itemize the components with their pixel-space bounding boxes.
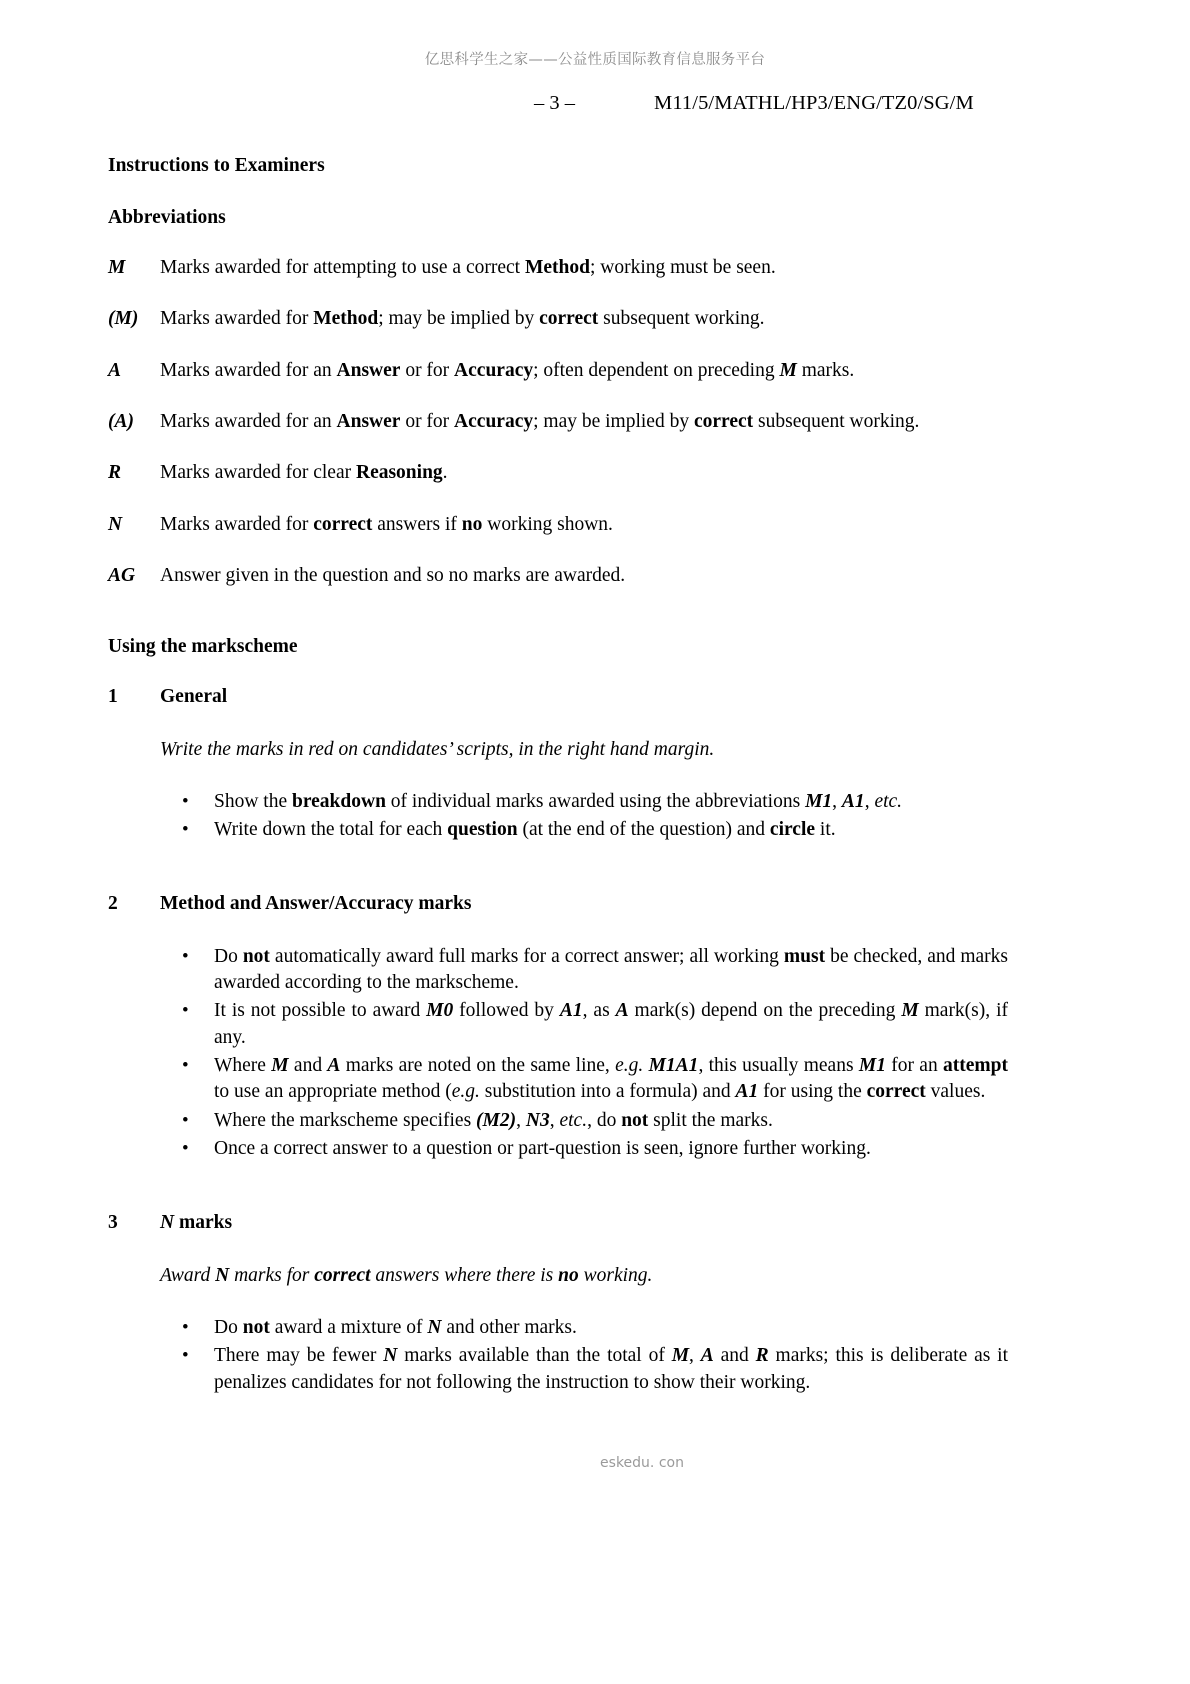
- text-fragment: mark(s) depend on the preceding: [628, 1000, 902, 1022]
- text-fragment: Method: [524, 257, 590, 278]
- bullet-item: [160, 817, 1008, 843]
- instructions-to-examiners-title: Instructions to Examiners: [108, 155, 325, 176]
- section-bullet-list: [160, 789, 1008, 844]
- abbreviation-key: AG: [108, 564, 136, 586]
- bullet-item: [160, 944, 1008, 997]
- text-fragment: Accuracy: [454, 410, 534, 432]
- text-fragment: A1: [841, 790, 865, 812]
- text-fragment: ,: [864, 790, 875, 812]
- text-fragment: ; working must be seen.: [589, 257, 776, 278]
- text-fragment: ,: [549, 1109, 560, 1131]
- text-fragment: General: [160, 686, 228, 708]
- text-fragment: N3: [525, 1109, 550, 1131]
- text-fragment: etc.: [874, 790, 903, 812]
- text-fragment: Method and Answer/Accuracy marks: [160, 893, 472, 915]
- text-fragment: of individual marks awarded using the abbreviations: [385, 790, 806, 812]
- text-fragment: etc.: [559, 1109, 588, 1131]
- abbreviation-key: A: [108, 359, 122, 381]
- text-fragment: it.: [815, 819, 836, 841]
- text-fragment: N: [427, 1316, 442, 1338]
- text-fragment: ,: [516, 1109, 526, 1131]
- text-fragment: marks: [174, 1212, 233, 1234]
- text-fragment: correct: [693, 410, 754, 432]
- text-fragment: ,: [832, 790, 842, 812]
- document-body: [108, 155, 1008, 1398]
- abbreviation-key: R: [108, 462, 122, 484]
- text-fragment: correct: [866, 1081, 926, 1103]
- section-bullet-list: [160, 1315, 1008, 1396]
- numbered-section-heading: [108, 1210, 1008, 1236]
- using-markscheme-title: Using the markscheme: [108, 636, 298, 658]
- text-fragment: and other marks.: [441, 1316, 577, 1338]
- bullet-item: [160, 1053, 1008, 1106]
- text-fragment: ,: [689, 1345, 701, 1367]
- text-fragment: M1A1: [648, 1055, 699, 1076]
- text-fragment: substitution into a formula) and: [479, 1081, 736, 1103]
- page-number: – 3 –: [534, 92, 575, 114]
- abbreviation-description: [160, 512, 1008, 538]
- text-fragment: and: [288, 1055, 328, 1076]
- text-fragment: subsequent working.: [598, 308, 765, 330]
- bullet-item: [160, 1315, 1008, 1341]
- text-fragment: working shown.: [482, 513, 613, 535]
- text-fragment: Marks awarded for clear: [160, 462, 356, 484]
- text-fragment: marks; this is deliberate as it penalizes candidates for not following the instruction to show their working.: [214, 1345, 1009, 1393]
- section-heading-text: [160, 1210, 232, 1236]
- bottom-watermark: [0, 1455, 1190, 1471]
- abbreviation-row: [108, 409, 1008, 435]
- text-fragment: Once a correct answer to a question or part-question is seen, ignore further working.: [214, 1137, 871, 1159]
- text-fragment: no: [461, 513, 483, 535]
- text-fragment: Accuracy: [454, 359, 534, 381]
- text-fragment: (M2): [476, 1109, 517, 1131]
- text-fragment: no: [558, 1264, 579, 1286]
- abbreviation-row: [108, 512, 1008, 538]
- text-fragment: Marks awarded for an: [160, 359, 337, 381]
- section-intro-text: [160, 737, 1008, 763]
- text-fragment: breakdown: [292, 790, 386, 812]
- text-fragment: M1: [805, 790, 833, 812]
- text-fragment: Method: [313, 308, 379, 330]
- text-fragment: , this usually means: [698, 1055, 859, 1076]
- numbered-section-heading: [108, 891, 1008, 917]
- abbreviation-key: M: [108, 257, 126, 278]
- abbreviation-row: [108, 358, 1008, 384]
- abbreviation-key: (A): [108, 410, 134, 432]
- top-watermark: 亿思科学生之家——公益性质国际教育信息服务平台: [424, 52, 766, 68]
- text-fragment: followed by: [453, 1000, 560, 1022]
- text-fragment: to use an appropriate method (: [214, 1081, 452, 1103]
- text-fragment: values.: [925, 1081, 986, 1103]
- abbreviation-description: [160, 306, 1008, 332]
- numbered-section-heading: [108, 684, 1008, 710]
- numbered-sections: [108, 684, 1008, 1396]
- text-fragment: Marks awarded for attempting to use a correct: [160, 257, 525, 278]
- text-fragment: not: [621, 1109, 649, 1131]
- bottom-watermark-text: eskedu. con: [600, 1455, 684, 1471]
- numbered-section: [108, 1210, 1008, 1396]
- abbreviation-row: [108, 460, 1008, 486]
- abbreviations-title: Abbreviations: [108, 207, 226, 228]
- text-fragment: for using the: [758, 1081, 867, 1103]
- text-fragment: question: [447, 819, 518, 841]
- abbreviation-row: [108, 563, 1008, 589]
- section-heading-text: [160, 684, 227, 710]
- text-fragment: Marks awarded for: [160, 513, 314, 535]
- text-fragment: ; may be implied by: [378, 308, 540, 330]
- text-fragment: Where the markscheme specifies: [214, 1109, 477, 1131]
- text-fragment: (at the end of the question) and: [517, 819, 770, 841]
- text-fragment: M: [779, 359, 797, 381]
- bullet-item: [160, 789, 1008, 815]
- text-fragment: M: [271, 1055, 289, 1076]
- text-fragment: Do: [214, 945, 243, 967]
- text-fragment: correct: [313, 513, 373, 535]
- text-fragment: e.g.: [451, 1081, 480, 1103]
- text-fragment: A: [615, 1000, 629, 1022]
- abbreviation-description: [160, 409, 1008, 435]
- abbreviation-row: [108, 306, 1008, 332]
- text-fragment: A: [700, 1345, 714, 1367]
- section-heading-text: [160, 891, 471, 917]
- text-fragment: Write down the total for each: [214, 819, 448, 841]
- text-fragment: Answer: [336, 359, 401, 381]
- section-intro-text: [160, 1263, 1008, 1289]
- abbreviation-description: [160, 358, 1008, 384]
- abbreviation-key: (M): [108, 308, 139, 330]
- section-number: 3: [108, 1212, 118, 1234]
- text-fragment: Answer: [336, 410, 401, 432]
- text-fragment: award a mixture of: [269, 1316, 428, 1338]
- text-fragment: correct: [539, 308, 599, 330]
- text-fragment: Do: [214, 1316, 243, 1338]
- text-fragment: automatically award full marks for a correct answer; all working: [269, 945, 784, 967]
- text-fragment: not: [242, 1316, 270, 1338]
- text-fragment: M0: [426, 1000, 454, 1022]
- text-fragment: A1: [735, 1081, 759, 1103]
- text-fragment: M1: [858, 1055, 886, 1076]
- section-number: 1: [108, 686, 118, 708]
- text-fragment: answers if: [372, 513, 462, 535]
- abbreviation-description: [160, 460, 1008, 486]
- text-fragment: N: [160, 1212, 175, 1234]
- text-fragment: N: [383, 1345, 398, 1367]
- text-fragment: A: [327, 1055, 341, 1076]
- numbered-section: [108, 891, 1008, 1162]
- text-fragment: answers where there is: [370, 1264, 559, 1286]
- text-fragment: Where: [214, 1055, 272, 1076]
- numbered-section: [108, 684, 1008, 843]
- text-fragment: It is not possible to award: [214, 1000, 427, 1022]
- text-fragment: or for: [400, 410, 455, 432]
- bullet-item: [160, 1343, 1008, 1396]
- text-fragment: Answer given in the question and so no marks are awarded.: [160, 564, 626, 586]
- text-fragment: not: [242, 945, 270, 967]
- text-fragment: working.: [578, 1264, 653, 1286]
- text-fragment: and: [713, 1345, 756, 1367]
- bullet-item: [160, 1108, 1008, 1134]
- text-fragment: There may be fewer: [214, 1345, 384, 1367]
- text-fragment: Marks awarded for an: [160, 410, 337, 432]
- text-fragment: be checked, and marks awarded according to the markscheme.: [214, 945, 1008, 994]
- text-fragment: must: [783, 945, 826, 967]
- text-fragment: A1: [559, 1000, 583, 1022]
- section-bullet-list: [160, 944, 1008, 1163]
- text-fragment: N: [215, 1264, 230, 1286]
- text-fragment: ; often dependent on preceding: [533, 359, 780, 381]
- text-fragment: marks.: [796, 359, 855, 381]
- text-fragment: Show the: [214, 790, 292, 812]
- text-fragment: Award: [160, 1264, 216, 1286]
- text-fragment: R: [755, 1345, 769, 1367]
- text-fragment: M: [671, 1345, 690, 1367]
- text-fragment: attempt: [943, 1055, 1008, 1076]
- text-fragment: , do: [587, 1109, 622, 1131]
- text-fragment: , as: [582, 1000, 616, 1022]
- text-fragment: Reasoning: [355, 462, 443, 484]
- abbreviations-list: [108, 255, 1008, 589]
- text-fragment: Marks awarded for: [160, 308, 314, 330]
- text-fragment: correct: [314, 1264, 371, 1286]
- abbreviation-key: N: [108, 513, 123, 535]
- abbreviation-description: [160, 563, 1008, 589]
- text-fragment: marks are noted on the same line,: [340, 1055, 616, 1076]
- text-fragment: marks available than the total of: [397, 1345, 672, 1367]
- text-fragment: split the marks.: [648, 1109, 773, 1131]
- bullet-item: [160, 1136, 1008, 1162]
- bullet-item: [160, 998, 1008, 1051]
- text-fragment: or for: [400, 359, 455, 381]
- section-number: 2: [108, 893, 118, 915]
- text-fragment: marks for: [229, 1264, 315, 1286]
- abbreviation-row: [108, 255, 1008, 281]
- text-fragment: e.g.: [615, 1055, 644, 1076]
- text-fragment: mark(s), if any.: [214, 1000, 1008, 1048]
- text-fragment: ; may be implied by: [533, 410, 694, 432]
- text-fragment: circle: [769, 819, 816, 841]
- text-fragment: M: [901, 1000, 919, 1022]
- text-fragment: .: [442, 462, 448, 484]
- text-fragment: Write the marks in red on candidates’ scripts, in the right hand margin.: [160, 738, 715, 760]
- paper-code: M11/5/MATHL/HP3/ENG/TZ0/SG/M: [654, 92, 974, 114]
- text-fragment: subsequent working.: [753, 410, 920, 432]
- text-fragment: for an: [885, 1055, 944, 1076]
- abbreviation-description: [160, 255, 1008, 281]
